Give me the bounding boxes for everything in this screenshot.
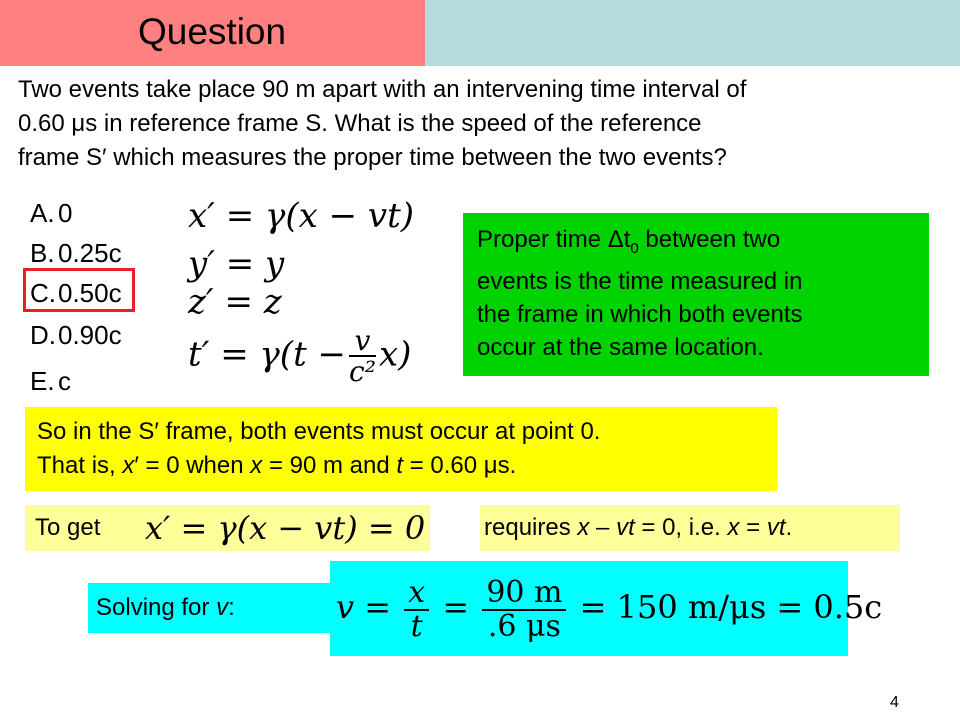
selected-answer-outline: [23, 268, 135, 312]
text: = 0.60 μs.: [403, 452, 517, 479]
lorentz-eq-y: y′ = y: [188, 244, 285, 284]
choice-value: 0: [58, 198, 73, 228]
eq-sign: =: [442, 588, 470, 626]
delta-t-symbol: Δt: [607, 226, 631, 253]
text: requires: [484, 514, 578, 541]
choice-value: 0.50c: [58, 278, 122, 308]
choice-d[interactable]: [30, 318, 122, 352]
frac-den: .6 μs: [487, 608, 561, 644]
var-t: t: [396, 452, 404, 479]
text: =: [739, 514, 767, 541]
definition-text: Proper time: [477, 226, 608, 253]
choice-letter: B.: [30, 238, 55, 268]
condition-line-1: So in the S′ frame, both events must occur at point 0.: [37, 418, 601, 445]
question-line-1: Two events take place 90 m apart with an intervening time interval of: [18, 76, 747, 103]
choice-letter: C.: [30, 278, 56, 308]
definition-text: between two: [638, 226, 781, 253]
slide-title: Question: [138, 11, 287, 52]
definition-line-4: occur at the same location.: [477, 333, 764, 361]
eq-t-right: x): [378, 334, 412, 375]
to-get-equation: x′ = γ(x − vt) = 0: [145, 509, 426, 547]
eq-t-left: t′ = γ(t −: [188, 334, 347, 375]
frame-condition-box: [25, 407, 777, 491]
eq-v: v =: [336, 588, 392, 626]
lorentz-eq-x: x′ = γ(x − vt): [188, 196, 414, 236]
text: .: [785, 514, 793, 541]
question-text: [18, 73, 953, 175]
question-line-3: frame S′ which measures the proper time between the two events?: [18, 144, 727, 171]
choice-value: 0.90c: [58, 320, 122, 350]
var-vt: vt: [616, 514, 635, 541]
lorentz-eq-z: z′ = z: [188, 282, 282, 322]
text: ′ = 0 when: [134, 452, 251, 479]
to-get-box: [25, 505, 430, 551]
choice-a[interactable]: [30, 196, 72, 230]
var-x: x: [727, 514, 740, 541]
choice-letter: A.: [30, 198, 55, 228]
definition-line-1: [477, 223, 915, 265]
subscript-zero: 0: [630, 239, 639, 257]
page-number: 4: [890, 694, 899, 711]
solving-label: [88, 583, 333, 633]
question-line-2: 0.60 μs in reference frame S. What is the speed of the reference: [18, 110, 702, 137]
frac-den: t: [410, 608, 423, 644]
choice-e[interactable]: [30, 364, 71, 398]
choice-value: 0.25c: [58, 238, 122, 268]
text: Solving for: [96, 594, 217, 621]
proper-time-definition: [463, 213, 929, 376]
definition-line-3: the frame in which both events: [477, 300, 803, 328]
eq-t-frac-den: c²: [349, 355, 376, 389]
requires-box: [480, 505, 900, 551]
condition-line-2: [37, 449, 765, 483]
text: –: [589, 514, 617, 541]
choice-letter: D.: [30, 320, 56, 350]
frac-num: x: [404, 577, 429, 611]
solution-equation: [336, 575, 882, 642]
to-get-label: To get: [35, 514, 101, 541]
solution-equation-box: [330, 561, 883, 656]
text: = 90 m and: [262, 452, 397, 479]
text: = 0, i.e.: [634, 514, 728, 541]
title-bar-right: [425, 0, 960, 66]
text: That is,: [37, 452, 123, 479]
eq-result: = 150 m/μs = 0.5c: [579, 588, 883, 626]
var-vt: vt: [766, 514, 786, 541]
choice-b[interactable]: [30, 236, 122, 270]
var-x: x: [122, 452, 135, 479]
var-x: x: [250, 452, 263, 479]
frac-num: 90 m: [482, 577, 566, 611]
var-v: v: [216, 594, 229, 621]
definition-line-2: events is the time measured in: [477, 267, 803, 295]
lorentz-eq-t: [188, 326, 411, 387]
choice-value: c: [58, 366, 71, 396]
eq-t-frac-num: v: [349, 326, 376, 357]
var-x: x: [577, 514, 590, 541]
choice-letter: E.: [30, 366, 55, 396]
text: :: [228, 594, 235, 621]
